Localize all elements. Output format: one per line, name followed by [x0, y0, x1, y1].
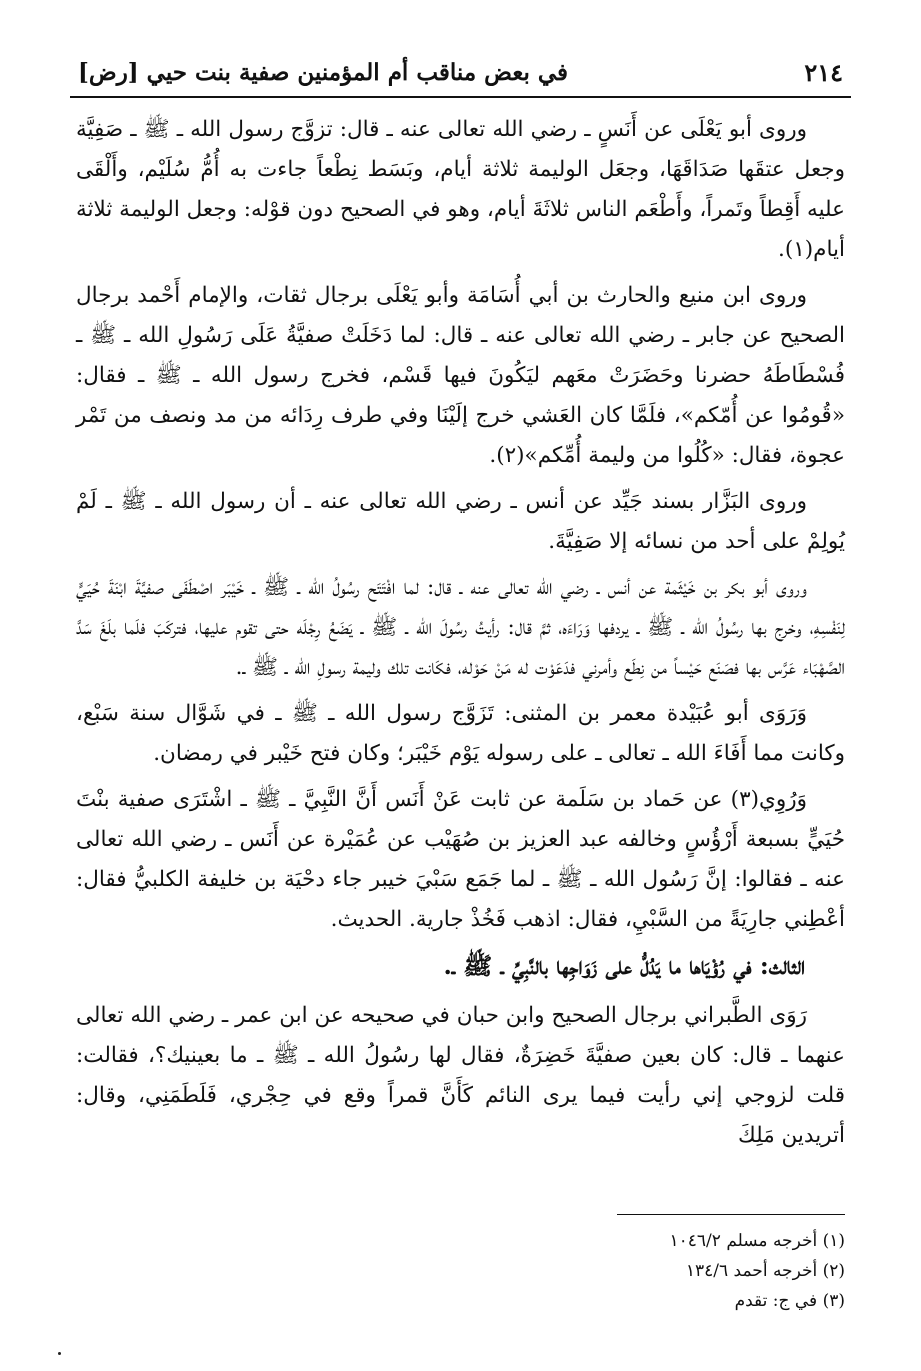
paragraph-2: وروى ابن منيع والحارث بن أبي أُسَامَة وأبو يَعْلَى برجال ثقات، والإمام أَحْمد برجال الصحيح عن جابر ـ رضي الله تعالى عنه ـ قال: لما دَخَلَتْ صفيَّةُ عَلَى رَسُولِ الله ـ ﷺ ـ فُسْطَاطَهُ حضرنا وحَضَرَتْ معَهم ليَكُونَ فيها قَسْم، فخرج رسول الله ـ ﷺ ـ فقال: «قُومُوا عن أُمّكم»، فلَمَّا كان العَشي خرج إلَيْنَا وفي طرف رِدَائه من مد ونصف من تَمْر عجوة، فقال: «كُلُوا من وليمة أُمِّكم»(٢). — [76, 283, 845, 468]
paragraph-6: وَرُوِي(٣) عن حَماد بن سَلَمة عن ثابت عَنْ أَنَس أَنَّ النَّبِيَّ ـ ﷺ ـ اشْتَرَى صفية بنْتَ حُيَيٍّ بسبعة أَرْؤُسٍ وخالفه عبد العزيز بن صُهَيْب عن عُمَيْرة عن أَنَس ـ رضي الله تعالى عنه ـ فقالوا: إنَّ رَسُول الله ـ ﷺ ـ لما جَمَع سَبْيَ خيبر جاء دحْيَة بن خليفة الكلبيُّ فقال: أعْطِني جارِيَةً من السَّبْيِ، فقال: اذهب فَخُذْ جارية. الحديث. — [76, 787, 845, 932]
section-heading: الثالث: في رُؤْيَاها ما يَدُلُّ على زَوَاجِها بالنَّبِيِّ ـ ﷺ ـ. — [443, 951, 805, 980]
header-rule — [70, 96, 851, 98]
main-text — [76, 110, 845, 1162]
running-title: في بعض مناقب أم المؤمنين صفية بنت حيي [رض] — [78, 58, 569, 86]
footnote-3: (٣) في ج: تقدم — [734, 1291, 845, 1311]
footnotes — [400, 1226, 845, 1316]
footnote-rule — [617, 1214, 845, 1215]
scan-speck — [58, 1352, 61, 1355]
paragraph-4: وروى أبو بكر بن خَيْثَمة عن أنس ـ رضي الله تعالى عنه ـ قال: لما افْتَتَح رسُولُ الله ـ ﷺ ـ خَيْبَر اصْطَفَى صفيَّةَ ابْنَةَ حُيَيٍّ لِنَفْسِهِ، وخرج بها رسُولُ الله ـ ﷺ ـ يردفها وَرَاءَه، ثمَّ قال: رأيتُ رسُولَ الله ـ ﷺ ـ يَضَعُ رِجْلَه حتى تقوم عليها، فتركَبَ فلَما بلَغَ سَدَّ الصَّهْبَاء عَرَّس بها فصَنَع حَيْساً من نِطَع وأمرني فدَعَوْت له مَنْ حَوْله، فكَانت تلك وليمة رسولِ الله ـ ﷺ ـ. — [76, 575, 845, 680]
paragraph-5: وَرَوَى أبو عُبَيْدة معمر بن المثنى: تَزَوَّج رسول الله ـ ﷺ ـ في شَوَّال سنة سَبْع، وكانت مما أَفَاءَ الله ـ تعالى ـ على رسوله يَوْم خَيْبَر؛ وكان فتح خَيْبر في رمضان. — [76, 701, 845, 766]
footnote-1: (١) أخرجه مسلم ١٠٤٦/٢ — [669, 1231, 845, 1251]
paragraph-7: رَوَى الطَّبراني برجال الصحيح وابن حبان في صحيحه عن ابن عمر ـ رضي الله تعالى عنهما ـ قال: كان بعين صفيَّةَ خَضِرَةٌ، فقال لها رسُولُ الله ـ ﷺ ـ ما بعينيك؟، فقالت: قلت لزوجي إني رأيت فيما يرى النائم كَأَنَّ قمراً وقع في حِجْري، فَلَطَمَنِي، وقال: أتريدين مَلِكَ — [76, 1003, 845, 1148]
paragraph-3: وروى البَزَّار بسند جَيِّد عن أنس ـ رضي الله تعالى عنه ـ أن رسول الله ـ ﷺ ـ لَمْ يُولِمْ على أحد من نسائه إلا صَفِيَّةَ. — [76, 489, 845, 554]
page-number: ٢١٤ — [804, 57, 843, 87]
footnote-2: (٢) أخرجه أحمد ١٣٤/٦ — [685, 1261, 845, 1281]
page-header — [78, 50, 843, 94]
paragraph-1: وروى أبو يَعْلَى عن أَنَسٍ ـ رضي الله تعالى عنه ـ قال: تزوَّج رسول الله ـ ﷺ ـ صَفِيَّة وجعل عتقَها صَدَاقَهَا، وجعَل الوليمة ثلاثة أيام، وبَسَط نِطْعاً جاءت به أُمُّ سُلَيْم، وأَلْقَى عليه أَقِطاً وتَمراً، وأَطْعَم الناس ثلاثَةَ أيام، وهو في الصحيح دون قوْله: وجعل الوليمة ثلاثة أيام(١). — [76, 117, 845, 262]
